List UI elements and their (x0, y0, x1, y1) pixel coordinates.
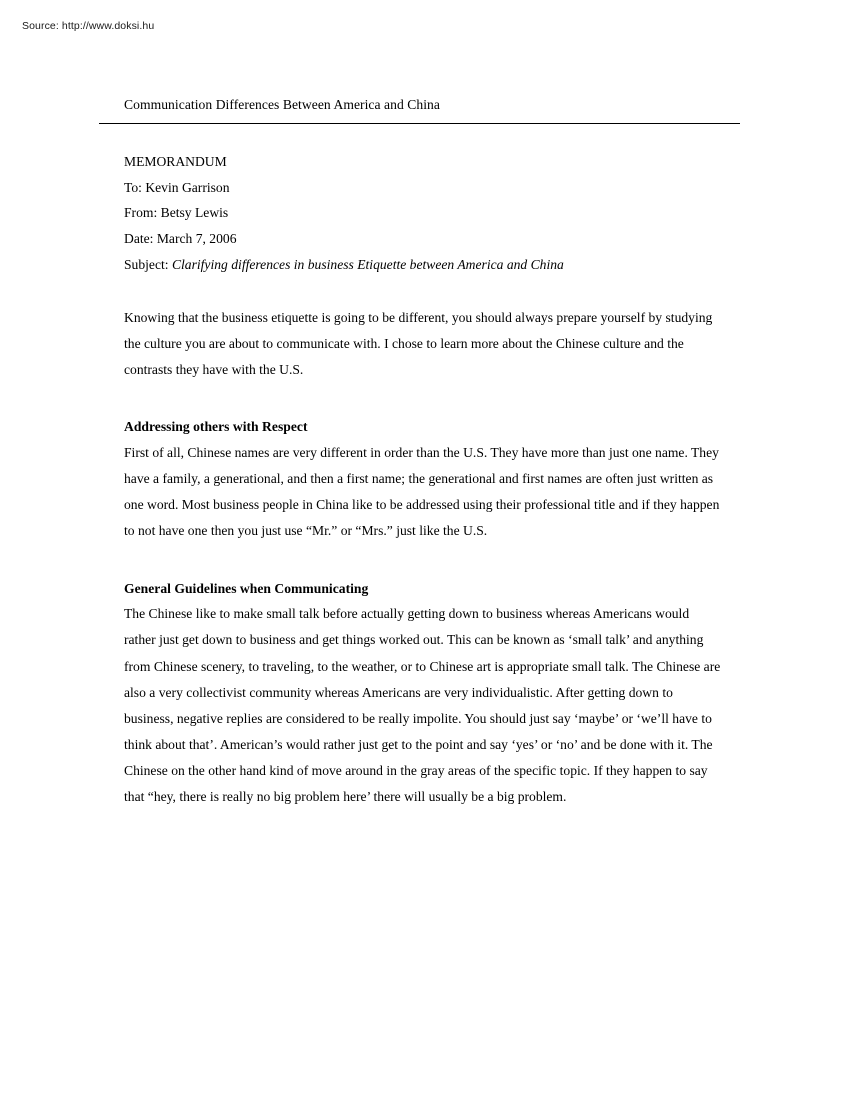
memo-from-line: From: Betsy Lewis (124, 205, 229, 221)
document-page (0, 96, 850, 810)
source-url-label: Source: http://www.doksi.hu (22, 20, 155, 32)
section-paragraph: First of all, Chinese names are very different in order than the U.S. They have more than just one name. They have a family, a generational, and then a first name; the generational and first names are often just written as one word. Most business people in China like to be addressed using their professional title and if they happen to not have one then you just use “Mr.” or “Mrs.” just like the U.S. (124, 445, 720, 539)
memo-subject-value: Clarifying differences in business Etiquette between America and China (171, 256, 564, 272)
section-addressing-others (124, 414, 724, 544)
memo-date-line: Date: March 7, 2006 (124, 230, 237, 246)
memo-subject-label: Subject: (124, 256, 172, 272)
intro-paragraph: Knowing that the business etiquette is going to be different, you should always prepare yourself by studying the culture you are about to communicate with. I chose to learn more about the Chinese culture and the contrasts they have with the U.S. (124, 310, 713, 378)
memo-header-block (124, 149, 724, 277)
section-heading: Addressing others with Respect (124, 419, 308, 435)
section-paragraph: The Chinese like to make small talk before actually getting down to business whereas Americans would rather just get down to business and get things worked out. This can be known as ‘small talk’ and anything from Chinese scenery, to traveling, to the weather, or to Chinese art is appropriate small talk. The Chinese are also a very collectivist community whereas Americans are very individualistic. After getting down to business, negative replies are considered to be really impolite. You should just say ‘maybe’ or ‘we’ll have to think about that’. American’s would rather just get to the point and say ‘yes’ or ‘no’ and be done with it. The Chinese on the other hand kind of move around in the gray areas of the specific topic. If they happen to say that “hey, there is really no big problem here’ there will usually be a big problem. (124, 606, 721, 805)
memo-heading: MEMORANDUM (124, 154, 227, 170)
section-general-guidelines (124, 576, 724, 811)
title-divider (99, 123, 740, 124)
memo-to-line: To: Kevin Garrison (124, 179, 230, 195)
document-body (124, 149, 724, 810)
section-heading: General Guidelines when Communicating (124, 580, 369, 596)
page-title: Communication Differences Between America and China (124, 97, 440, 112)
memo-subject-line (124, 252, 724, 278)
